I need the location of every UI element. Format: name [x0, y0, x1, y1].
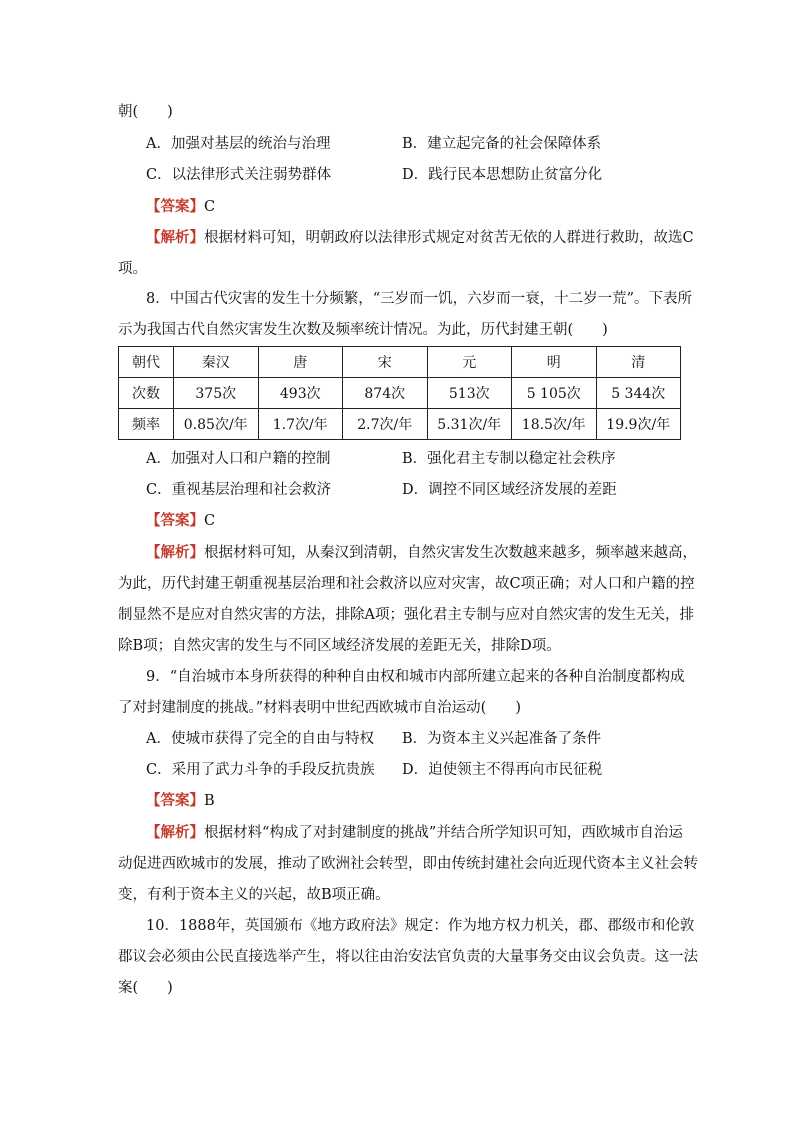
table-row-counts	[119, 378, 681, 409]
q9-option-d: D．迫使领主不得再向市民征税	[402, 762, 603, 778]
q7-option-b: B．建立起完备的社会保障体系	[402, 136, 602, 152]
table-cell: 明	[512, 347, 597, 378]
table-cell: 唐	[258, 347, 343, 378]
q7-option-d: D．践行民本思想防止贫富分化	[402, 167, 603, 183]
q8-explanation-line-1	[146, 543, 697, 563]
explanation-text: 根据材料“构成了对封建制度的挑战”并结合所学知识可知，西欧城市自治运	[204, 825, 683, 841]
q8-stem-line-2: 示为我国古代自然灾害发生次数及频率统计情况。为此，历代封建王朝( )	[118, 322, 608, 338]
q9-stem-line-1: 9．“自治城市本身所获得的种种自由权和城市内部所建立起来的各种自治制度都构成	[146, 669, 685, 685]
q7-explanation-line-1	[146, 228, 694, 248]
table-cell: 次数	[119, 378, 174, 409]
q8-answer	[146, 511, 215, 531]
table-cell: 2.7次/年	[343, 409, 428, 440]
table-cell: 874次	[343, 378, 428, 409]
table-cell: 元	[427, 347, 512, 378]
q9-option-a: A．使城市获得了完全的自由与特权	[146, 731, 374, 747]
answer-tag: 【答案】	[146, 512, 204, 529]
q9-option-c: C．采用了武力斗争的手段反抗贵族	[146, 762, 375, 778]
q8-option-d: D．调控不同区域经济发展的差距	[402, 482, 617, 498]
q8-option-a: A．加强对人口和户籍的控制	[146, 451, 331, 467]
table-cell: 秦汉	[174, 347, 259, 378]
q8-explanation-line-3: 制显然不是应对自然灾害的方法，排除A项；强化君主专制与应对自然灾害的发生无关，排	[118, 607, 694, 623]
table-cell: 5.31次/年	[427, 409, 512, 440]
answer-tag: 【答案】	[146, 198, 204, 215]
table-row-header	[119, 347, 681, 378]
answer-value: B	[204, 793, 215, 809]
q8-explanation-line-4: 除B项；自然灾害的发生与不同区域经济发展的差距无关，排除D项。	[118, 638, 561, 654]
q10-stem-line-1: 10．1888年，英国颁布《地方政府法》规定：作为地方权力机关，郡、郡级市和伦敦	[146, 918, 695, 934]
answer-value: C	[204, 199, 216, 215]
table-cell: 频率	[119, 409, 174, 440]
table-cell: 朝代	[119, 347, 174, 378]
disaster-stats-table	[118, 346, 681, 440]
table-cell: 5 344次	[596, 378, 681, 409]
table-cell: 19.9次/年	[596, 409, 681, 440]
table-cell: 493次	[258, 378, 343, 409]
q7-answer	[146, 197, 215, 217]
q9-option-b: B．为资本主义兴起准备了条件	[402, 731, 602, 747]
q7-option-a: A．加强对基层的统治与治理	[146, 136, 331, 152]
table-cell: 1.7次/年	[258, 409, 343, 440]
q7-explanation-line-2: 项。	[118, 261, 147, 277]
q8-stem-line-1: 8．中国古代灾害的发生十分频繁，“三岁而一饥，六岁而一衰，十二岁一荒”。下表所	[146, 291, 693, 307]
answer-tag: 【答案】	[146, 792, 204, 809]
q10-stem-line-3: 案( )	[118, 980, 173, 996]
explanation-text: 根据材料可知，明朝政府以法律形式规定对贫苦无依的人群进行救助，故选C	[204, 230, 694, 246]
table-cell: 513次	[427, 378, 512, 409]
q8-option-b: B．强化君主专制以稳定社会秩序	[402, 451, 616, 467]
q9-explanation-line-1	[146, 823, 683, 843]
q7-stem-tail: 朝( )	[118, 104, 173, 120]
q9-answer	[146, 791, 215, 811]
table-cell: 18.5次/年	[512, 409, 597, 440]
table-cell: 375次	[174, 378, 259, 409]
table-cell: 清	[596, 347, 681, 378]
q7-option-c: C．以法律形式关注弱势群体	[146, 167, 332, 183]
explanation-tag: 【解析】	[146, 824, 204, 841]
explanation-text: 根据材料可知，从秦汉到清朝，自然灾害发生次数越来越多，频率越来越高，	[204, 545, 697, 561]
q8-explanation-line-2: 为此，历代封建王朝重视基层治理和社会救济以应对灾害，故C项正确；对人口和户籍的控	[118, 576, 695, 592]
explanation-tag: 【解析】	[146, 229, 204, 246]
table-row-frequency	[119, 409, 681, 440]
answer-value: C	[204, 513, 216, 529]
q9-explanation-line-2: 动促进西欧城市的发展，推动了欧洲社会转型，即由传统封建社会向近现代资本主义社会转	[118, 856, 698, 872]
table-cell: 宋	[343, 347, 428, 378]
table-cell: 5 105次	[512, 378, 597, 409]
explanation-tag: 【解析】	[146, 544, 204, 561]
q9-stem-line-2: 了对封建制度的挑战。”材料表明中世纪西欧城市自治运动( )	[118, 700, 521, 716]
table-cell: 0.85次/年	[174, 409, 259, 440]
q9-explanation-line-3: 变，有利于资本主义的兴起，故B项正确。	[118, 887, 390, 903]
q10-stem-line-2: 郡议会必须由公民直接选举产生，将以往由治安法官负责的大量事务交由议会负责。这一法	[118, 949, 698, 965]
q8-option-c: C．重视基层治理和社会救济	[146, 482, 332, 498]
